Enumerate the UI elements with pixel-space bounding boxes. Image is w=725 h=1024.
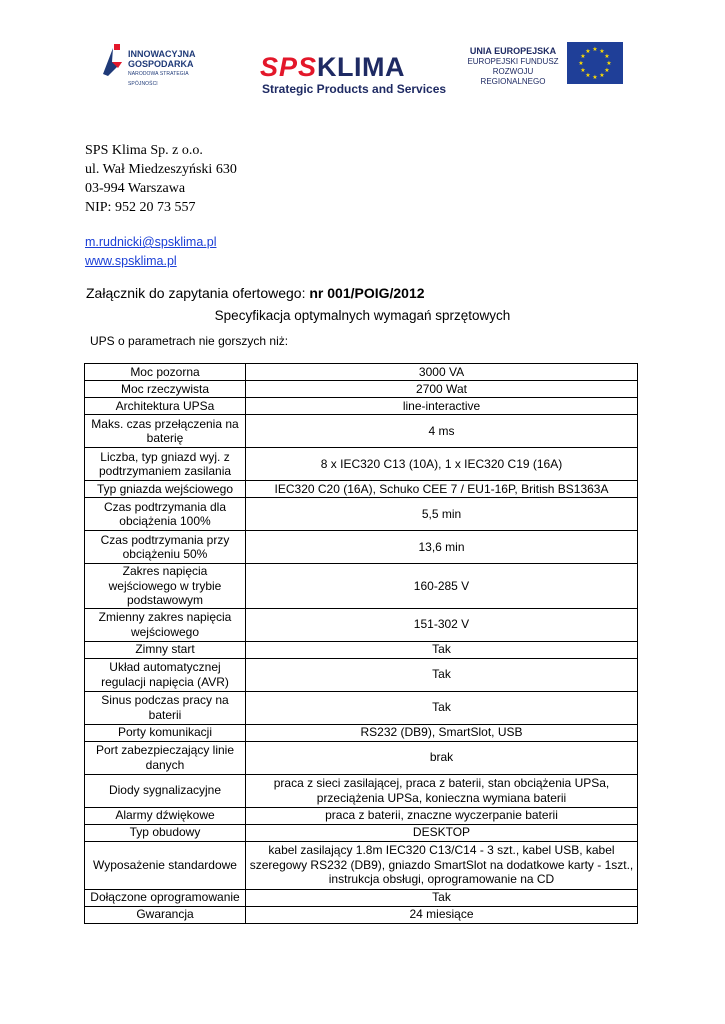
eu-flag-icon (567, 42, 623, 84)
svg-text:★: ★ (585, 48, 591, 55)
spec-value-cell: Tak (246, 641, 638, 658)
sps-brand-blue: KLIMA (317, 52, 406, 82)
company-street: ul. Wał Miedzeszyński 630 (85, 162, 237, 177)
spec-parameter-cell: Gwarancja (85, 906, 246, 923)
eu-line2: EUROPEJSKI FUNDUSZ (467, 57, 559, 66)
table-row (85, 824, 638, 841)
spec-parameter-cell: Architektura UPSa (85, 398, 246, 415)
svg-text:★: ★ (606, 60, 612, 67)
svg-text:★: ★ (604, 53, 610, 60)
sps-klima-logo (260, 52, 445, 100)
spec-value-cell: 13,6 min (246, 531, 638, 564)
table-row (85, 741, 638, 774)
svg-text:★: ★ (604, 67, 610, 74)
spec-value-cell: Tak (246, 889, 638, 906)
table-row (85, 807, 638, 824)
spec-value-cell: 5,5 min (246, 498, 638, 531)
spec-parameter-cell: Diody sygnalizacyjne (85, 774, 246, 807)
spec-value-cell: 160-285 V (246, 564, 638, 609)
spec-parameter-cell: Układ automatycznej regulacji napięcia (AVR) (85, 658, 246, 691)
svg-text:★: ★ (599, 72, 605, 79)
spec-value-cell: Tak (246, 691, 638, 724)
spec-parameter-cell: Maks. czas przełączenia na baterię (85, 415, 246, 448)
table-row (85, 364, 638, 381)
table-row (85, 381, 638, 398)
eu-line1: UNIA EUROPEJSKA (469, 46, 557, 56)
sps-brand-red: SPS (260, 52, 318, 82)
table-row (85, 658, 638, 691)
spec-parameter-cell: Dołączone oprogramowanie (85, 889, 246, 906)
spec-parameter-cell: Moc pozorna (85, 364, 246, 381)
table-row (85, 691, 638, 724)
table-row (85, 774, 638, 807)
table-row (85, 608, 638, 641)
spec-parameter-cell: Zmienny zakres napięcia wejściowego (85, 608, 246, 641)
company-city: 03-994 Warszawa (85, 181, 186, 196)
table-row (85, 448, 638, 481)
spec-parameter-cell: Porty komunikacji (85, 724, 246, 741)
spec-parameter-cell: Zimny start (85, 641, 246, 658)
spec-value-cell: 151-302 V (246, 608, 638, 641)
spec-parameter-cell: Liczba, typ gniazd wyj. z podtrzymaniem zasilania (85, 448, 246, 481)
innovative-economy-line2: GOSPODARKA (128, 59, 194, 69)
spec-parameter-cell: Typ obudowy (85, 824, 246, 841)
spec-value-cell: 8 x IEC320 C13 (10A), 1 x IEC320 C19 (16A) (246, 448, 638, 481)
eu-line3: ROZWOJU REGIONALNEGO (480, 67, 546, 86)
innovative-economy-line3: NARODOWA STRATEGIA SPÓJNOŚCI (128, 71, 189, 87)
table-row (85, 841, 638, 889)
svg-text:★: ★ (592, 74, 598, 81)
table-row (85, 724, 638, 741)
spec-parameter-cell: Czas podtrzymania przy obciążeniu 50% (85, 531, 246, 564)
spec-parameter-cell: Sinus podczas pracy na baterii (85, 691, 246, 724)
spec-parameter-cell: Port zabezpieczający linie danych (85, 741, 246, 774)
spec-value-cell: praca z baterii, znaczne wyczerpanie baterii (246, 807, 638, 824)
attachment-line (86, 285, 425, 301)
table-row (85, 398, 638, 415)
spec-value-cell: brak (246, 741, 638, 774)
table-row (85, 415, 638, 448)
website-link[interactable]: www.spsklima.pl (85, 254, 177, 268)
eu-fund-text (463, 46, 563, 87)
sps-tagline: Strategic Products and Services (262, 82, 447, 96)
spec-parameter-cell: Wyposażenie standardowe (85, 841, 246, 889)
spec-parameter-cell: Typ gniazda wejściowego (85, 481, 246, 498)
spec-value-cell: RS232 (DB9), SmartSlot, USB (246, 724, 638, 741)
table-row (85, 564, 638, 609)
table-row (85, 531, 638, 564)
spec-value-cell: IEC320 C20 (16A), Schuko CEE 7 / EU1-16P, British BS1363A (246, 481, 638, 498)
spec-table-body (85, 364, 638, 924)
spec-value-cell: praca z sieci zasilającej, praca z baterii, stan obciążenia UPSa, przeciążenia UPSa, konieczna wymiana baterii (246, 774, 638, 807)
table-row (85, 481, 638, 498)
svg-text:★: ★ (580, 53, 586, 60)
table-row (85, 889, 638, 906)
innovative-economy-emblem-icon (100, 44, 126, 78)
table-row (85, 498, 638, 531)
spec-parameter-cell: Czas podtrzymania dla obciążenia 100% (85, 498, 246, 531)
spec-table (84, 363, 638, 924)
svg-text:★: ★ (578, 60, 584, 67)
spec-value-cell: DESKTOP (246, 824, 638, 841)
spec-value-cell: Tak (246, 658, 638, 691)
spec-parameter-cell: Moc rzeczywista (85, 381, 246, 398)
spec-title-text: Specyfikacja optymalnych wymagań sprzętowych (214, 308, 511, 323)
spec-parameter-cell: Alarmy dźwiękowe (85, 807, 246, 824)
attachment-prefix: Załącznik do zapytania ofertowego: (86, 285, 310, 301)
spec-value-cell: 4 ms (246, 415, 638, 448)
table-row (85, 906, 638, 923)
email-link[interactable]: m.rudnicki@spsklima.pl (85, 235, 217, 249)
company-nip: NIP: 952 20 73 557 (85, 200, 196, 215)
spec-value-cell: 2700 Wat (246, 381, 638, 398)
spec-value-cell: kabel zasilający 1.8m IEC320 C13/C14 - 3 szt., kabel USB, kabel szeregowy RS232 (DB9), gniazdo SmartSlot na dodatkowe karty - 1szt., instrukcja obsługi, oprogramowanie na CD (246, 841, 638, 889)
svg-text:★: ★ (592, 46, 598, 53)
spec-parameter-cell: Zakres napięcia wejściowego w trybie podstawowym (85, 564, 246, 609)
spec-value-cell: 24 miesiące (246, 906, 638, 923)
innovative-economy-line1: INNOWACYJNA (128, 49, 196, 59)
table-row (85, 641, 638, 658)
svg-text:★: ★ (585, 72, 591, 79)
svg-text:★: ★ (599, 48, 605, 55)
intro-text: UPS o parametrach nie gorszych niż: (90, 334, 289, 348)
spec-value-cell: line-interactive (246, 398, 638, 415)
company-name: SPS Klima Sp. z o.o. (85, 143, 203, 158)
spec-title (0, 308, 725, 323)
svg-text:★: ★ (580, 67, 586, 74)
attachment-number: nr 001/POIG/2012 (309, 285, 425, 301)
spec-value-cell: 3000 VA (246, 364, 638, 381)
innovative-economy-logo (100, 42, 215, 87)
